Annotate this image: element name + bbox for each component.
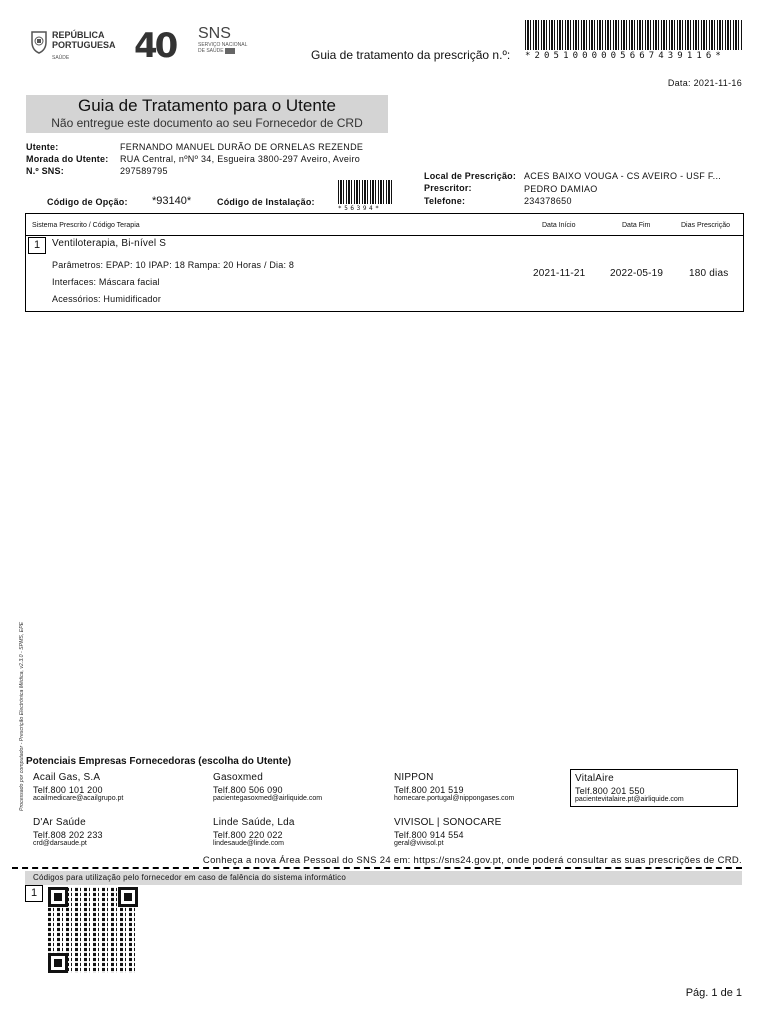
- republica-line1: REPÚBLICA: [52, 30, 105, 40]
- prescription-barcode-text: *2051000005667439116*: [525, 51, 725, 61]
- supplier-name: Gasoxmed: [213, 772, 263, 783]
- prescription-barcode: [525, 20, 743, 50]
- utente-value: FERNANDO MANUEL DURÃO DE ORNELAS REZENDE: [120, 142, 364, 152]
- row-data-inicio: 2021-11-21: [533, 268, 586, 279]
- supplier-email: lindesaude@linde.com: [213, 840, 284, 847]
- codigo-instalacao-label: Código de Instalação:: [217, 197, 315, 207]
- supplier-vivisol: [394, 817, 502, 847]
- supplier-name: Acail Gas, S.A: [33, 772, 101, 783]
- sns24-notice: Conheça a nova Área Pessoal do SNS 24 em: https://sns24.gov.pt, onde poderá consultar as suas prescrições de CRD.: [202, 855, 742, 866]
- side-text-container: [19, 586, 26, 811]
- sns-line2: DE SAÚDE: [198, 48, 224, 54]
- header-data-fim: Data Fim: [622, 222, 651, 229]
- telefone-label: Telefone:: [424, 196, 466, 206]
- instalacao-barcode-text: *56394*: [338, 205, 382, 212]
- qr-number: 1: [25, 885, 43, 902]
- republica-sub: SAÚDE: [52, 55, 70, 61]
- supplier-gasoxmed: [213, 772, 322, 802]
- title-box: [26, 95, 388, 133]
- qr-finder-bl: [48, 953, 68, 973]
- cut-line: [12, 867, 742, 869]
- telefone-value: 234378650: [524, 196, 572, 206]
- qr-finder-tl: [48, 887, 68, 907]
- supplier-tel: Telf.800 914 554: [394, 830, 464, 840]
- document-date: Data: 2021-11-16: [667, 78, 742, 88]
- supplier-nippon: [394, 772, 514, 802]
- therapy-acessorios: Acessórios: Humidificador: [52, 294, 162, 304]
- codigo-opcao-value: *93140*: [152, 195, 192, 207]
- morada-value: RUA Central, nºNº 34, Esgueira 3800-297 Aveiro, Aveiro: [120, 154, 361, 164]
- anniversary-40-logo: 40: [134, 26, 176, 66]
- page-number: Pág. 1 de 1: [685, 987, 742, 999]
- supplier-name: Linde Saúde, Lda: [213, 817, 295, 828]
- local-prescricao-label: Local de Prescrição:: [424, 171, 517, 181]
- codes-heading: Códigos para utilização pelo fornecedor em caso de falência do sistema informático: [33, 873, 347, 882]
- supplier-name: D'Ar Saúde: [33, 817, 86, 828]
- supplier-tel: Telf.800 506 090: [213, 785, 283, 795]
- supplier-email: homecare.portugal@nippongases.com: [394, 795, 515, 802]
- header-sistema: Sistema Prescrito / Código Terapia: [32, 222, 140, 229]
- codes-heading-strip: [25, 871, 742, 885]
- supplier-vitalaire: [570, 769, 738, 807]
- republica-portuguesa-logo: [30, 28, 120, 64]
- therapy-name: Ventiloterapia, Bi-nível S: [52, 238, 167, 249]
- suppliers-heading: Potenciais Empresas Fornecedoras (escolha do Utente): [26, 756, 292, 767]
- supplier-tel: Telf.800 220 022: [213, 830, 283, 840]
- table-header-divider: [26, 235, 743, 236]
- prescritor-label: Prescritor:: [424, 183, 472, 193]
- sns-number-label: N.º SNS:: [26, 166, 64, 176]
- republica-line2: PORTUGUESA: [52, 40, 116, 50]
- page-subtitle: Não entregue este documento ao seu Fornecedor de CRD: [51, 116, 363, 130]
- guia-prescricao-label: Guia de tratamento da prescrição n.º:: [311, 48, 511, 62]
- utente-label: Utente:: [26, 142, 59, 152]
- therapy-interfaces: Interfaces: Máscara facial: [52, 277, 160, 287]
- qr-finder-tr: [118, 887, 138, 907]
- supplier-tel: Telf.808 202 233: [33, 830, 103, 840]
- sns-line1: SERVIÇO NACIONAL: [198, 42, 248, 48]
- supplier-email: geral@vivisol.pt: [394, 840, 444, 847]
- row-data-fim: 2022-05-19: [610, 268, 664, 279]
- sns-number-value: 297589795: [120, 166, 168, 176]
- sns-logo: [198, 26, 258, 54]
- sns-logo-text: SNS: [198, 25, 231, 42]
- header-data-inicio: Data Início: [542, 222, 576, 229]
- supplier-tel: Telf.800 201 550: [575, 786, 645, 796]
- supplier-email: pacientegasoxmed@airliquide.com: [213, 795, 323, 802]
- supplier-email: pacientevitalaire.pt@airliquide.com: [575, 796, 684, 803]
- local-prescricao-value: ACES BAIXO VOUGA - CS AVEIRO - USF F...: [524, 171, 722, 181]
- supplier-darsaude: [33, 817, 103, 847]
- row-dias: 180 dias: [689, 268, 729, 279]
- therapy-table: [25, 213, 744, 312]
- supplier-acail: [33, 772, 123, 802]
- supplier-email: crd@darsaude.pt: [33, 840, 87, 847]
- coat-of-arms-icon: [30, 30, 48, 54]
- morada-label: Morada do Utente:: [26, 154, 109, 164]
- supplier-email: acailmedicare@acailgrupo.pt: [33, 795, 124, 802]
- row-number: 1: [28, 237, 46, 254]
- header-dias: Dias Prescrição: [681, 222, 731, 229]
- instalacao-barcode: [338, 180, 394, 204]
- therapy-params: Parâmetros: EPAP: 10 IPAP: 18 Rampa: 20 Horas / Dia: 8: [52, 260, 295, 270]
- supplier-name: VitalAire: [575, 773, 614, 784]
- codigo-opcao-label: Código de Opção:: [47, 197, 128, 207]
- processado-side-text: Processado por computador - Prescrição Electrónica Médica, v2.3.0 - SPMS, EPE: [19, 621, 25, 811]
- prescritor-value: PEDRO DAMIAO: [524, 184, 598, 194]
- supplier-linde: [213, 817, 295, 847]
- supplier-name: NIPPON: [394, 772, 434, 783]
- page-title: Guia de Tratamento para o Utente: [78, 96, 336, 115]
- supplier-tel: Telf.800 101 200: [33, 785, 103, 795]
- supplier-name: VIVISOL | SONOCARE: [394, 817, 502, 828]
- fallback-qr-code: [48, 887, 138, 973]
- supplier-tel: Telf.800 201 519: [394, 785, 464, 795]
- sns-tag-badge: [225, 48, 235, 54]
